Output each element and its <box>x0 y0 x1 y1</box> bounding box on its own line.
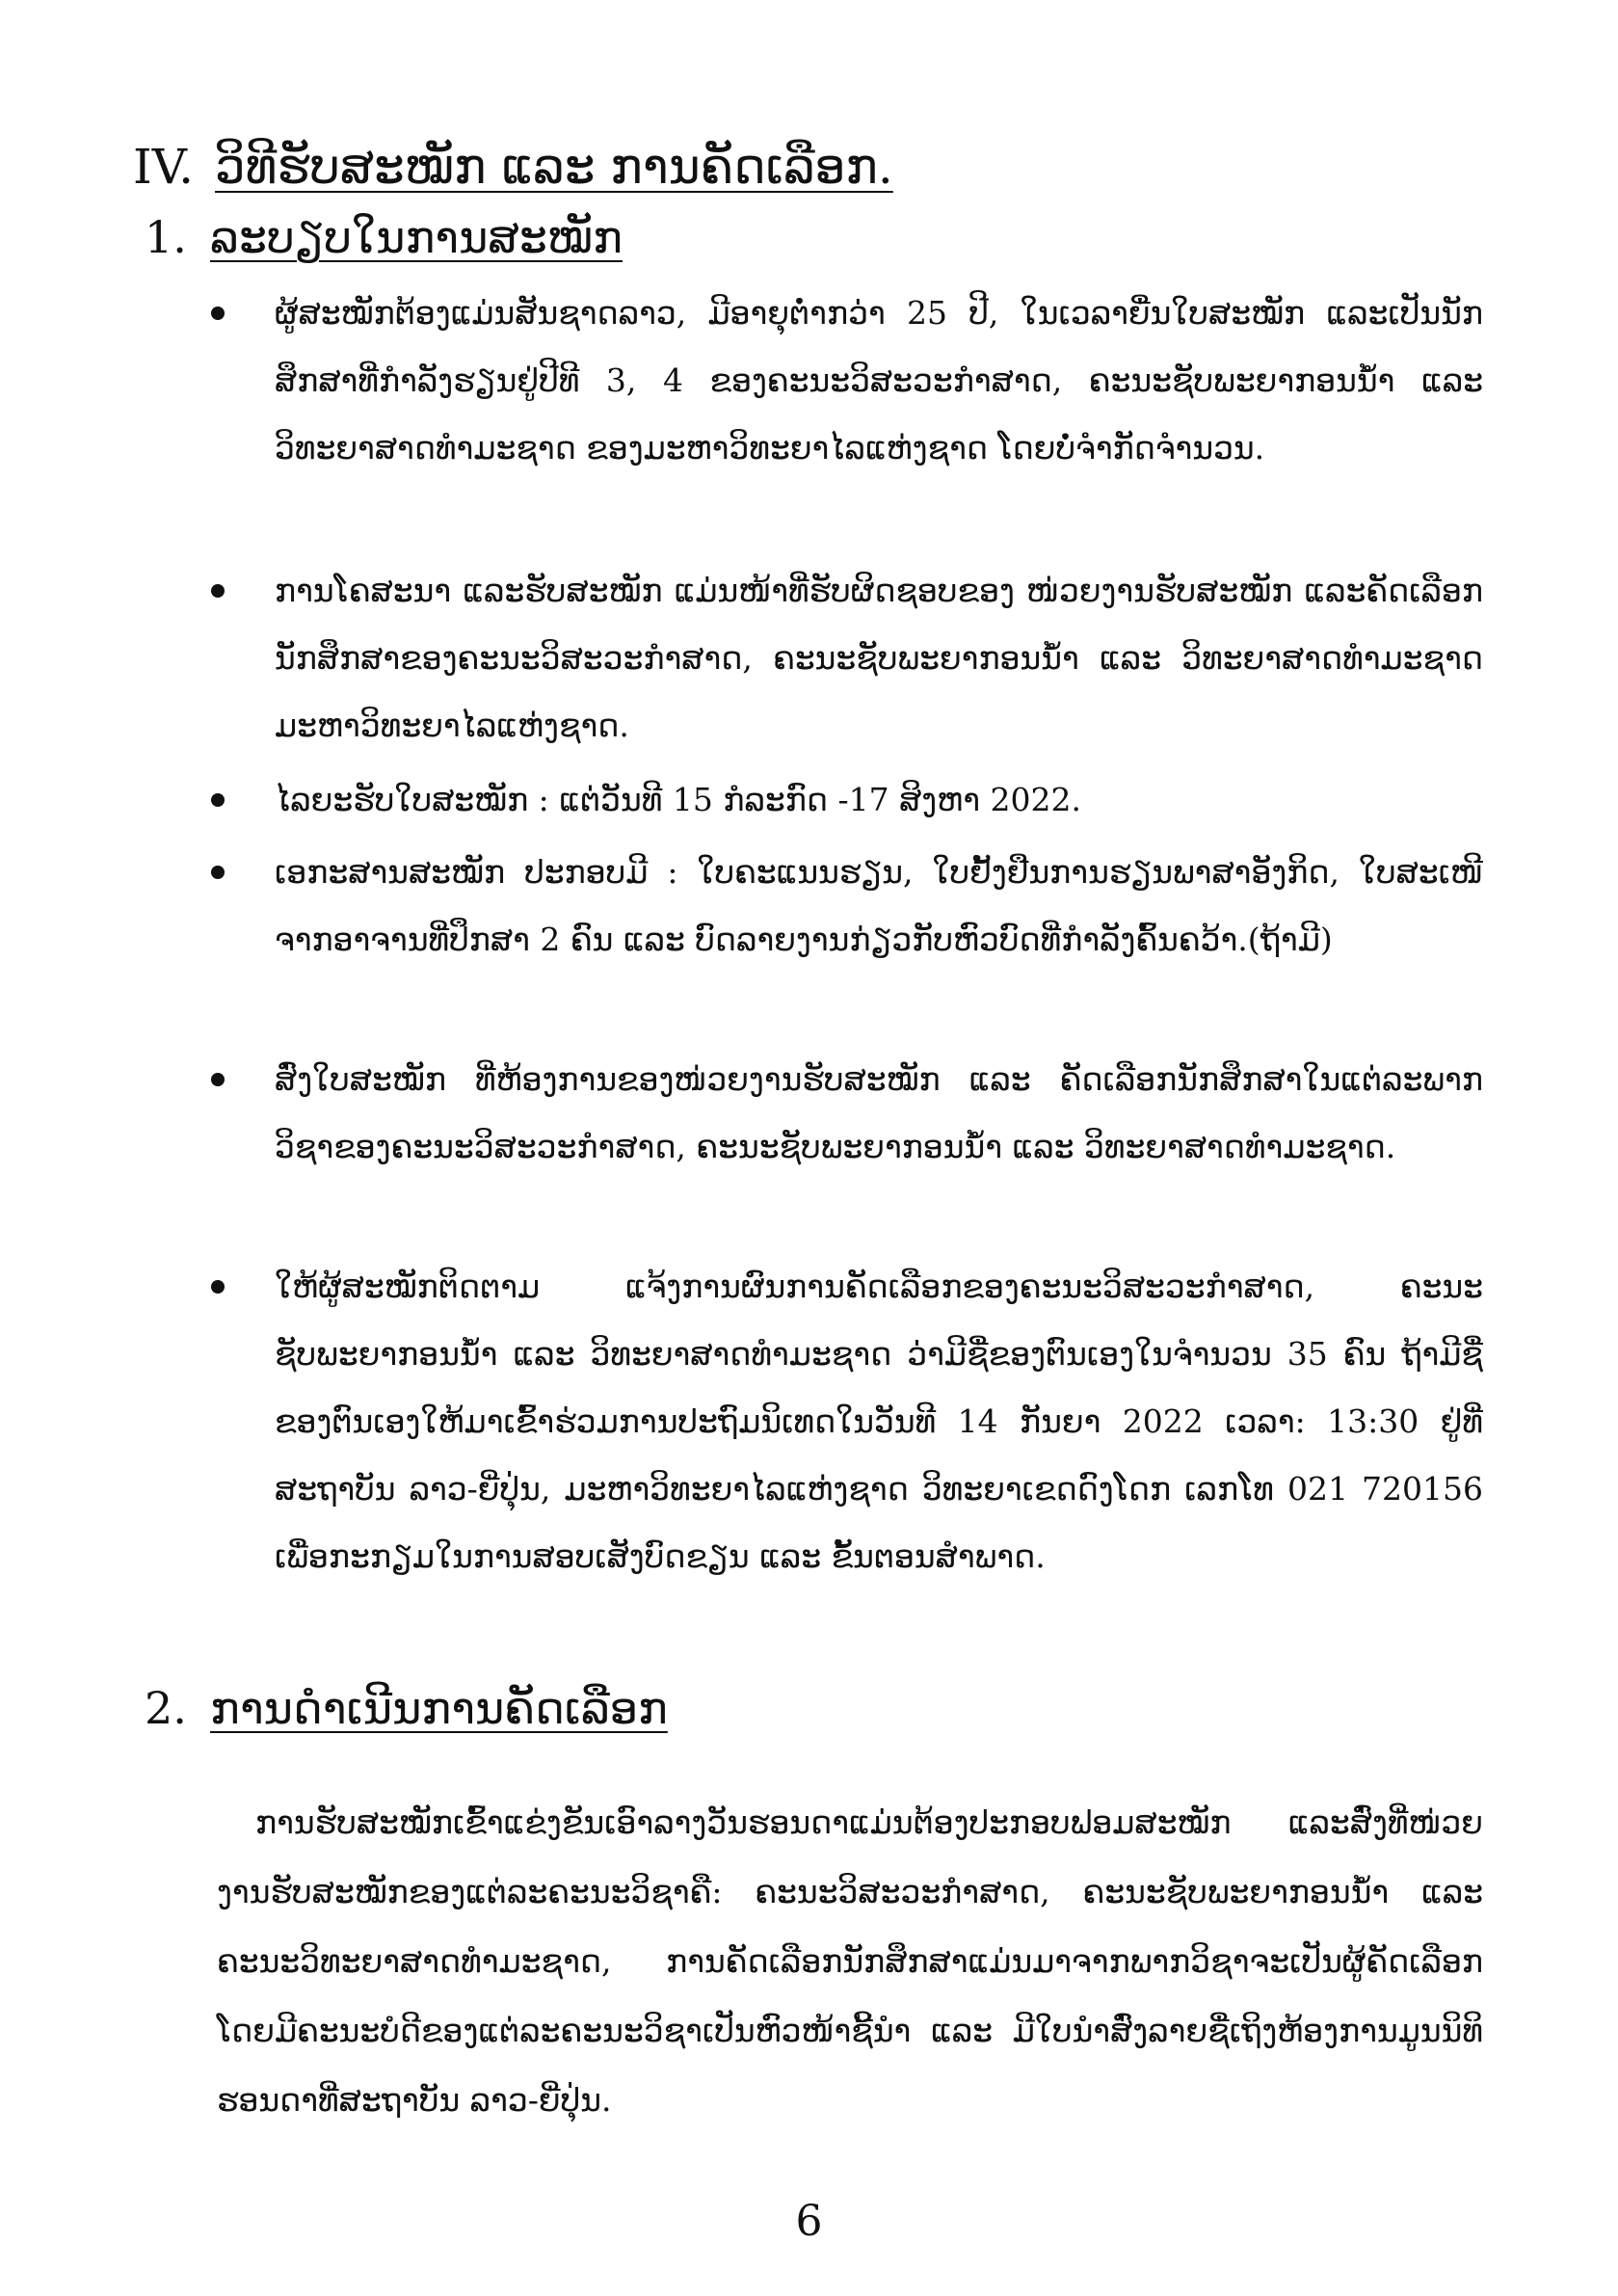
list-item-text: ເອກະສານສະໝັກ ປະກອບມີ : ໃບຄະແນນຮຽນ, ໃບຢັ້ງຢືນການຮຽນພາສາອັງກິດ, ໃບສະເໜີຈາກອາຈານທີ່ປຶກສາ 2 ຄົນ ແລະ ບົດລາຍງານກ່ຽວກັບຫົວບົດທີ່ກຳລັງຄົ້ນຄວ້າ.(ຖ້າມີ) <box>275 853 1483 958</box>
list-item <box>275 766 1483 834</box>
list-item <box>275 557 1483 760</box>
list-item <box>275 1046 1483 1181</box>
subsection-2-title: ການດຳເນີນການຄັດເລືອກ <box>210 1682 668 1734</box>
list-item <box>275 1253 1483 1590</box>
subsection-1-heading <box>145 206 623 268</box>
bullet-icon <box>211 1073 225 1086</box>
bullet-icon <box>211 793 225 807</box>
list-item <box>275 280 1483 482</box>
bullet-icon <box>211 307 225 320</box>
subsection-1-number: 1. <box>145 211 187 263</box>
list-item-text: ຜູ້ສະໝັກຕ້ອງແມ່ນສັນຊາດລາວ, ມີອາຍຸຕໍ່າກວ່າ 25 ປີ, ໃນເວລາຍື່ນໃບສະໝັກ ແລະເປັນນັກສຶກສາທີ່ກຳລັງຮຽນຢູ່ປີທີ 3, 4 ຂອງຄະນະວິສະວະກຳສາດ, ຄະນະຊັບພະຍາກອນນ້ຳ ແລະ ວິທະຍາສາດທຳມະຊາດ ຂອງມະຫາວິທະຍາໄລແຫ່ງຊາດ ໂດຍບໍ່ຈຳກັດຈຳນວນ. <box>275 294 1483 467</box>
page-number: 6 <box>795 2197 823 2246</box>
section-heading <box>133 133 893 200</box>
subsection-1-title: ລະບຽບໃນການສະໝັກ <box>210 211 623 263</box>
subsection-2-number: 2. <box>145 1682 187 1734</box>
bullet-icon <box>211 1280 225 1294</box>
list-item <box>275 839 1483 974</box>
list-item-text: ໃຫ້ຜູ້ສະໝັກຕິດຕາມ ແຈ້ງການຜົນການຄັດເລືອກຂອງຄະນະວິສະວະກຳສາດ, ຄະນະຊັບພະຍາກອນນ້ຳ ແລະ ວິທະຍາສາດທຳມະຊາດ ວ່າມີຊື່ຂອງຕົນເອງໃນຈຳນວນ 35 ຄົນ ຖ້າມີຊື່ຂອງຕົນເອງໃຫ້ມາເຂົ້າຮ່ວມການປະຖົມນິເທດໃນວັນທີ 14 ກັນຍາ 2022 ເວລາ: 13:30 ຢູ່ທີ່ສະຖາບັນ ລາວ-ຍີ່ປຸ່ນ, ມະຫາວິທະຍາໄລແຫ່ງຊາດ ວິທະຍາເຂດດົງໂດກ ເລກໂທ 021 720156 ເພື່ອກະກຽມໃນການສອບເສັງບົດຂຽນ ແລະ ຂັ້ນຕອນສຳພາດ. <box>275 1268 1483 1575</box>
list-item-text: ສົ່ງໃບສະໝັກ ທີ່ຫ້ອງການຂອງໜ່ວຍງານຮັບສະໝັກ ແລະ ຄັດເລືອກນັກສຶກສາໃນແຕ່ລະພາກວິຊາຂອງຄະນະວິສະວະກຳສາດ, ຄະນະຊັບພະຍາກອນນ້ຳ ແລະ ວິທະຍາສາດທຳມະຊາດ. <box>275 1060 1483 1165</box>
list-item-text: ໄລຍະຮັບໃບສະໝັກ : ແຕ່ວັນທີ 15 ກໍລະກົດ -17 ສິງຫາ 2022. <box>275 781 1082 818</box>
bullet-icon <box>211 866 225 879</box>
selection-process-paragraph: ການຮັບສະໝັກເຂົ້າແຂ່ງຂັນເອົາລາງວັນຮອນດາແມ່ນຕ້ອງປະກອບຟອມສະໝັກ ແລະສົ່ງທີ່ໜ່ວຍງານຮັບສະໝັກຂອງແຕ່ລະຄະນະວິຊາຄື: ຄະນະວິສະວະກຳສາດ, ຄະນະຊັບພະຍາກອນນ້ຳ ແລະ ຄະນະວິທະຍາສາດທຳມະຊາດ, ການຄັດເລືອກນັກສຶກສາແມ່ນມາຈາກພາກວິຊາຈະເປັນຜູ້ຄັດເລືອກໂດຍມີຄະນະບໍດີຂອງແຕ່ລະຄະນະວິຊາເປັນຫົວໜ້າຊີ້ນຳ ແລະ ມີໃບນຳສົ່ງລາຍຊື່ເຖິງຫ້ອງການມູນນິທິຮອນດາທີ່ສະຖາບັນ ລາວ-ຍີ່ປຸ່ນ. <box>217 1803 1483 2119</box>
subsection-2-heading <box>145 1677 668 1739</box>
section-title: ວິທີຮັບສະໝັກ ແລະ ການຄັດເລືອກ. <box>215 139 893 195</box>
section-numeral: IV. <box>133 139 195 195</box>
list-item-text: ການໂຄສະນາ ແລະຮັບສະໝັກ ແມ່ນໜ້າທີ່ຮັບຜິດຊອບຂອງ ໜ່ວຍງານຮັບສະໝັກ ແລະຄັດເລືອກນັກສຶກສາຂອງຄະນະວິສະວະກຳສາດ, ຄະນະຊັບພະຍາກອນນ້ຳ ແລະ ວິທະຍາສາດທຳມະຊາດ ມະຫາວິທະຍາໄລແຫ່ງຊາດ. <box>275 572 1483 744</box>
bullet-icon <box>211 584 225 598</box>
